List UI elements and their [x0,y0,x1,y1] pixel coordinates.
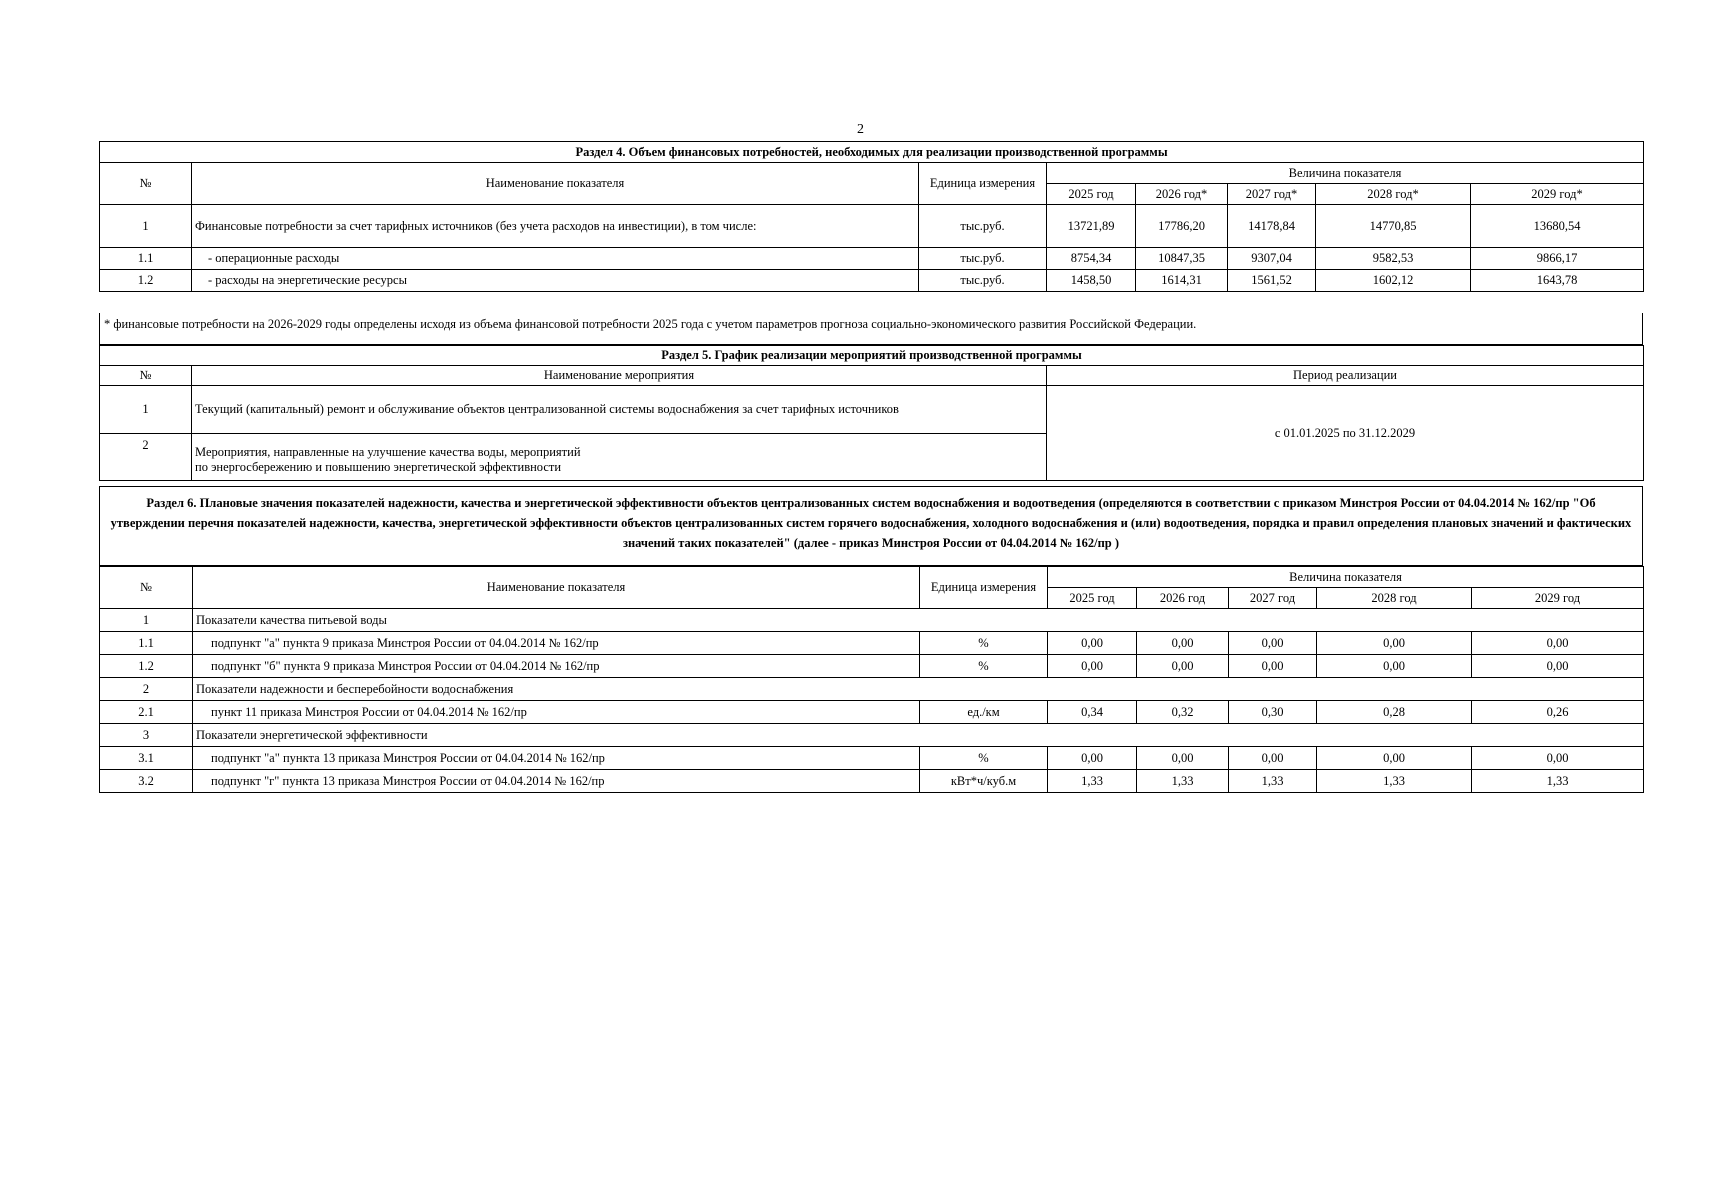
table-row [100,701,1644,724]
row-value: 0,34 [1048,701,1137,724]
footnote: * финансовые потребности на 2026-2029 годы определены исходя из объема финансовой потребности 2025 года с учетом параметров прогноза социально-экономического развития Российской Федерации. [99,313,1643,345]
row-name: пункт 11 приказа Минстроя России от 04.04.2014 № 162/пр [193,701,920,724]
row-name: Текущий (капитальный) ремонт и обслуживание объектов централизованной системы водоснабжения за счет тарифных источников [192,386,1047,434]
row-value: 1561,52 [1228,270,1316,292]
row-name: - операционные расходы [192,248,919,270]
period-cell: с 01.01.2025 по 31.12.2029 [1047,386,1644,481]
row-num: 1.1 [100,248,192,270]
col-name: Наименование показателя [192,163,919,205]
row-value: 1602,12 [1316,270,1471,292]
row-value: 0,00 [1229,632,1317,655]
row-value: 1,33 [1229,770,1317,793]
row-name-line: Мероприятия, направленные на улучшение качества воды, мероприятий [195,445,581,459]
section5-title: Раздел 5. График реализации мероприятий производственной программы [100,346,1644,366]
section4-table [99,141,1644,292]
row-name: подпункт "б" пункта 9 приказа Минстроя России от 04.04.2014 № 162/пр [193,655,920,678]
col-period: Период реализации [1047,366,1644,386]
row-value: 0,00 [1048,747,1137,770]
row-value: 9866,17 [1471,248,1644,270]
row-value: 0,26 [1472,701,1644,724]
section6-title: Раздел 6. Плановые значения показателей надежности, качества и энергетической эффективности объектов централизованных систем водоснабжения и водоотведения (определяются в соответствии с приказом Минстроя России от 04.04.2014 № 162/пр "Об утверждении перечня показателей надежности, качества, энергетической эффективности объектов централизованных систем горячего водоснабжения, холодного водоснабжения и (или) водоотведения, порядка и правил определения плановых значений и фактических значений таких показателей" (далее - приказ Минстроя России от 04.04.2014 № 162/пр ) [99,486,1643,566]
row-value: 0,00 [1137,632,1229,655]
row-value: 0,00 [1229,655,1317,678]
row-value: 13721,89 [1047,205,1136,248]
year-header: 2028 год [1317,588,1472,609]
row-unit: % [920,655,1048,678]
section6-table [99,566,1644,793]
row-unit: тыс.руб. [919,205,1047,248]
row-value: 0,00 [1137,747,1229,770]
year-header: 2029 год* [1471,184,1644,205]
row-num: 2 [100,678,193,701]
row-value: 0,00 [1137,655,1229,678]
row-value: 0,00 [1317,655,1472,678]
row-unit: % [920,632,1048,655]
year-header: 2027 год* [1228,184,1316,205]
row-name: подпункт "а" пункта 13 приказа Минстроя России от 04.04.2014 № 162/пр [193,747,920,770]
row-value: 17786,20 [1136,205,1228,248]
row-value: 0,00 [1472,632,1644,655]
table-row [100,747,1644,770]
table-row [100,270,1644,292]
row-value: 1643,78 [1471,270,1644,292]
row-num: 3.1 [100,747,193,770]
row-value: 10847,35 [1136,248,1228,270]
col-unit: Единица измерения [920,567,1048,609]
row-name [192,434,1047,481]
section5-table [99,345,1644,481]
row-name: Финансовые потребности за счет тарифных источников (без учета расходов на инвестиции), в том числе: [192,205,919,248]
year-header: 2026 год* [1136,184,1228,205]
row-value: 0,32 [1137,701,1229,724]
row-value: 1458,50 [1047,270,1136,292]
table-row [100,655,1644,678]
row-value: 14770,85 [1316,205,1471,248]
row-name: подпункт "а" пункта 9 приказа Минстроя России от 04.04.2014 № 162/пр [193,632,920,655]
group-row [100,609,1644,632]
year-header: 2026 год [1137,588,1229,609]
year-header: 2027 год [1229,588,1317,609]
row-value: 13680,54 [1471,205,1644,248]
row-value: 9582,53 [1316,248,1471,270]
table-row [100,770,1644,793]
row-num: 2.1 [100,701,193,724]
year-header: 2028 год* [1316,184,1471,205]
row-value: 0,00 [1048,632,1137,655]
row-value: 14178,84 [1228,205,1316,248]
row-unit: тыс.руб. [919,270,1047,292]
row-value: 1,33 [1048,770,1137,793]
row-unit: кВт*ч/куб.м [920,770,1048,793]
year-header: 2029 год [1472,588,1644,609]
col-unit: Единица измерения [919,163,1047,205]
group-row [100,678,1644,701]
row-num: 2 [100,434,192,481]
col-num: № [100,567,193,609]
row-value: 0,00 [1317,747,1472,770]
row-num: 1 [100,386,192,434]
row-num: 3 [100,724,193,747]
row-unit: ед./км [920,701,1048,724]
row-name: - расходы на энергетические ресурсы [192,270,919,292]
section4-title: Раздел 4. Объем финансовых потребностей, необходимых для реализации производственной программы [100,142,1644,163]
col-value: Величина показателя [1048,567,1644,588]
row-value: 1,33 [1317,770,1472,793]
col-name: Наименование показателя [193,567,920,609]
row-value: 9307,04 [1228,248,1316,270]
col-num: № [100,163,192,205]
col-value: Величина показателя [1047,163,1644,184]
row-value: 0,00 [1317,632,1472,655]
row-num: 1.2 [100,655,193,678]
table-row [100,632,1644,655]
page-number: 2 [857,122,864,137]
row-value: 0,00 [1229,747,1317,770]
row-unit: % [920,747,1048,770]
row-name-line: по энергосбережению и повышению энергетической эффективности [195,460,562,474]
row-value: 0,28 [1317,701,1472,724]
group-name: Показатели энергетической эффективности [193,724,1644,747]
row-num: 1.2 [100,270,192,292]
row-value: 0,30 [1229,701,1317,724]
row-value: 8754,34 [1047,248,1136,270]
group-name: Показатели качества питьевой воды [193,609,1644,632]
row-value: 0,00 [1472,747,1644,770]
row-value: 0,00 [1048,655,1137,678]
row-value: 0,00 [1472,655,1644,678]
row-num: 3.2 [100,770,193,793]
group-name: Показатели надежности и бесперебойности водоснабжения [193,678,1644,701]
col-name: Наименование мероприятия [192,366,1047,386]
row-value: 1,33 [1472,770,1644,793]
col-num: № [100,366,192,386]
row-num: 1 [100,205,192,248]
row-num: 1.1 [100,632,193,655]
row-value: 1614,31 [1136,270,1228,292]
row-num: 1 [100,609,193,632]
row-value: 1,33 [1137,770,1229,793]
group-row [100,724,1644,747]
row-name: подпункт "г" пункта 13 приказа Минстроя России от 04.04.2014 № 162/пр [193,770,920,793]
year-header: 2025 год [1047,184,1136,205]
year-header: 2025 год [1048,588,1137,609]
row-unit: тыс.руб. [919,248,1047,270]
table-row [100,248,1644,270]
table-row [100,386,1644,434]
table-row [100,205,1644,248]
